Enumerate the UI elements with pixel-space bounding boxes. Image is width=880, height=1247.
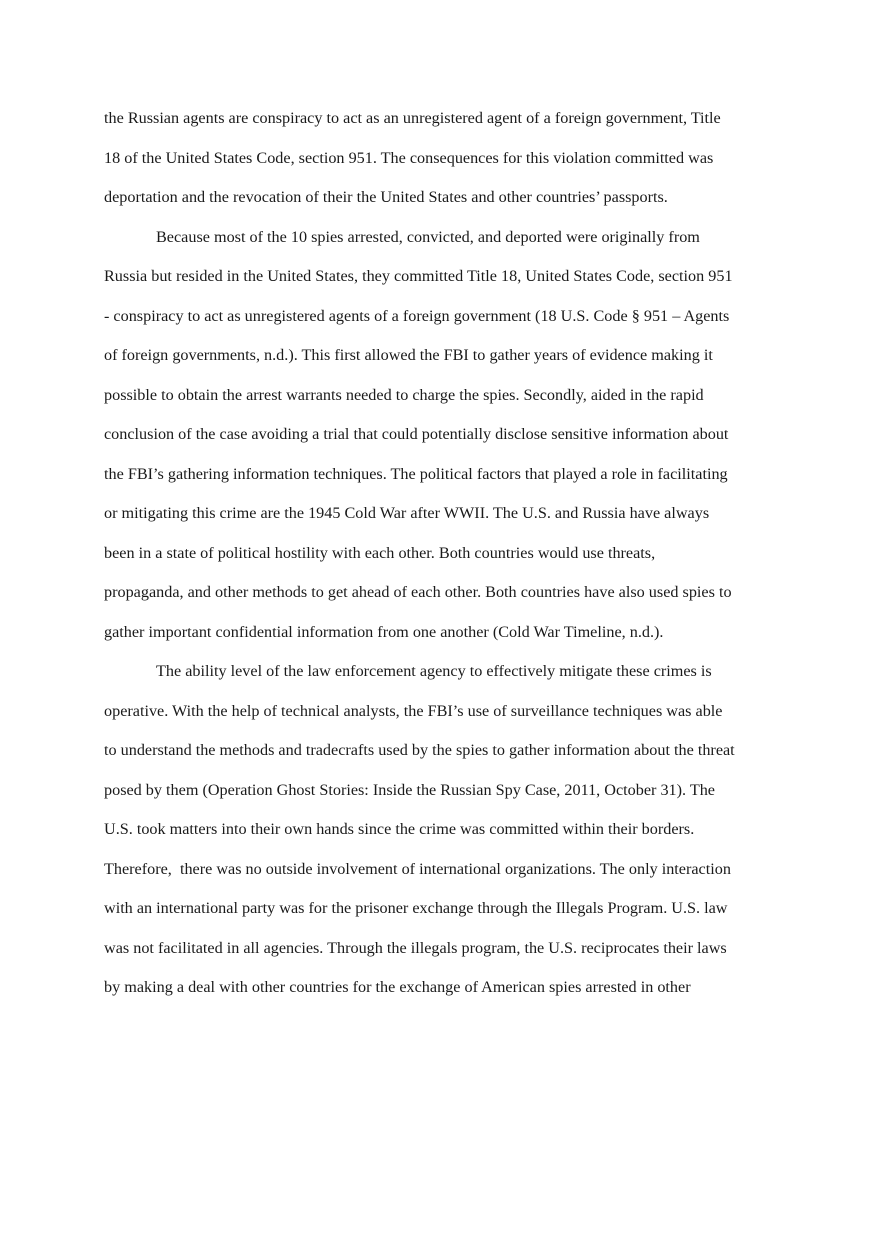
paragraph-first-line: The ability level of the law enforcement agency to effectively mitigate these crimes is [156,662,712,680]
text-line: propaganda, and other methods to get ahead of each other. Both countries have also used spies to [104,583,732,601]
text-line: been in a state of political hostility with each other. Both countries would use threats, [104,543,656,562]
text-line: by making a deal with other countries for the exchange of American spies arrested in other [104,978,691,996]
text-line: the Russian agents are conspiracy to act as an unregistered agent of a foreign government, Title [104,109,721,127]
paragraph-first-line: Because most of the 10 spies arrested, convicted, and deported were originally from [156,227,700,246]
text-line: posed by them (Operation Ghost Stories: Inside the Russian Spy Case, 2011, October 31). The [104,780,715,799]
text-line: 18 of the United States Code, section 951. The consequences for this violation committed was [104,148,714,167]
text-line: to understand the methods and tradecrafts used by the spies to gather information about the threat [104,741,735,759]
text-line: deportation and the revocation of their the United States and other countries’ passports. [104,188,668,206]
text-line: gather important confidential information from one another (Cold War Timeline, n.d.). [104,622,664,641]
text-line: with an international party was for the prisoner exchange through the Illegals Program. U.S. law [104,899,728,917]
text-line: operative. With the help of technical analysts, the FBI’s use of surveillance techniques was able [104,701,723,720]
text-line: or mitigating this crime are the 1945 Cold War after WWII. The U.S. and Russia have always [104,504,710,522]
text-line: the FBI’s gathering information techniques. The political factors that played a role in facilitating [104,464,728,483]
text-line: Therefore, there was no outside involvement of international organizations. The only interaction [104,859,731,878]
text-line: U.S. took matters into their own hands since the crime was committed within their borders. [104,820,695,838]
text-line: was not facilitated in all agencies. Through the illegals program, the U.S. reciprocates their laws [104,938,727,957]
text-line: possible to obtain the arrest warrants needed to charge the spies. Secondly, aided in the rapid [104,385,704,404]
body-text [104,99,779,1008]
text-line: Russia but resided in the United States, they committed Title 18, United States Code, section 951 [104,267,733,285]
text-line: - conspiracy to act as unregistered agents of a foreign government (18 U.S. Code § 951 – Agents [104,306,730,325]
text-line: of foreign governments, n.d.). This first allowed the FBI to gather years of evidence making it [104,346,713,364]
text-line: conclusion of the case avoiding a trial that could potentially disclose sensitive information about [104,425,729,443]
